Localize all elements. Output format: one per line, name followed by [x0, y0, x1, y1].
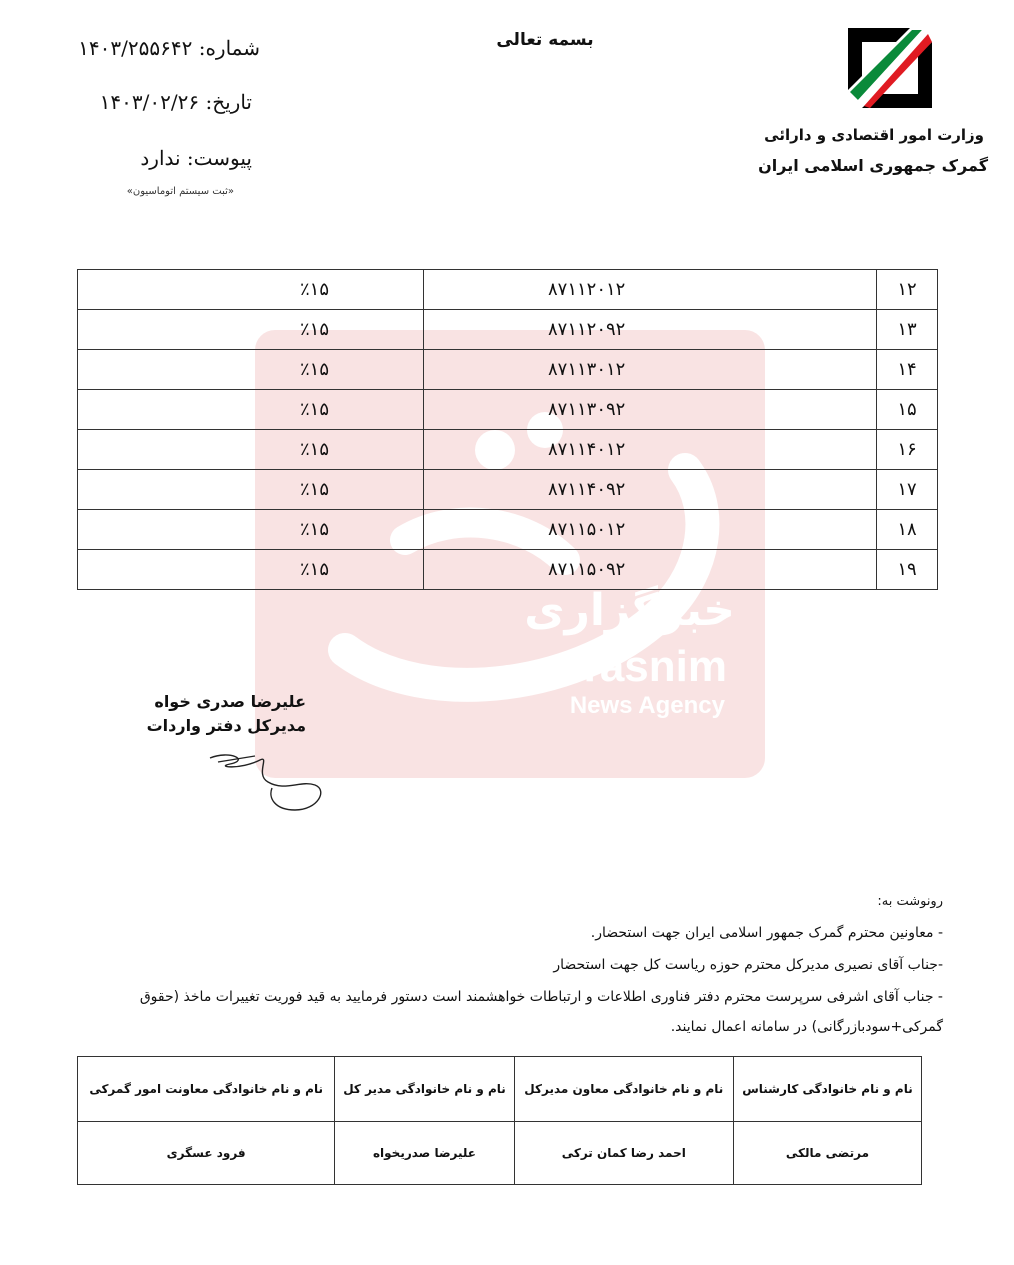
tariff-table	[77, 269, 938, 590]
row-number-cell: ۱۵	[877, 390, 938, 430]
code-cell: ۸۷۱۱۲۰۱۲	[424, 270, 877, 310]
copy-line: گمرکی+سودبازرگانی) در سامانه اعمال نمایند.	[670, 1019, 943, 1035]
signatories-table	[77, 1056, 922, 1185]
table-row	[78, 550, 938, 590]
document-title: بسمه تعالی	[496, 30, 594, 50]
row-number-cell: ۱۷	[877, 470, 938, 510]
copy-line: - معاونین محترم گمرک جمهور اسلامی ایران جهت استحضار.	[590, 925, 943, 941]
rate-cell: ٪۱۵	[78, 350, 424, 390]
row-number-cell: ۱۴	[877, 350, 938, 390]
table-row	[78, 510, 938, 550]
letter-number	[40, 36, 260, 60]
code-cell: ۸۷۱۱۴۰۹۲	[424, 470, 877, 510]
code-cell: ۸۷۱۱۲۰۹۲	[424, 310, 877, 350]
signatory-name: علیرضا صدریخواه	[335, 1122, 514, 1185]
attachment-label: پیوست:	[186, 146, 252, 170]
signatory-name: مرتضی مالکی	[733, 1122, 921, 1185]
date-label: تاریخ:	[205, 90, 252, 114]
organization-name: گمرک جمهوری اسلامی ایران	[758, 156, 988, 175]
signatory-header: نام و نام خانوادگی کارشناس	[733, 1057, 921, 1122]
watermark-fa-text: خبرگزاری	[524, 585, 735, 636]
row-number-cell: ۱۲	[877, 270, 938, 310]
code-cell: ۸۷۱۱۵۰۹۲	[424, 550, 877, 590]
letter-attachment	[100, 146, 252, 170]
code-cell: ۸۷۱۱۳۰۱۲	[424, 350, 877, 390]
rate-cell: ٪۱۵	[78, 510, 424, 550]
rate-cell: ٪۱۵	[78, 270, 424, 310]
signatory-header: نام و نام خانوادگی معاون مدیرکل	[514, 1057, 733, 1122]
rate-cell: ٪۱۵	[78, 390, 424, 430]
attachment-value: ندارد	[140, 146, 181, 170]
table-row	[78, 430, 938, 470]
code-cell: ۸۷۱۱۵۰۱۲	[424, 510, 877, 550]
signatory-header: نام و نام خانوادگی مدیر کل	[335, 1057, 514, 1122]
row-number-cell: ۱۸	[877, 510, 938, 550]
rate-cell: ٪۱۵	[78, 470, 424, 510]
copy-line: - جناب آقای اشرفی سرپرست محترم دفتر فناوری اطلاعات و ارتباطات خواهشمند است دستور فرمایید به قید فوریت تغییرات ماخذ (حقوق	[139, 989, 943, 1005]
row-number-cell: ۱۶	[877, 430, 938, 470]
signer-title: مدیرکل دفتر واردات	[146, 716, 306, 735]
rate-cell: ٪۱۵	[78, 550, 424, 590]
table-row	[78, 350, 938, 390]
date-value: ۱۴۰۳/۰۲/۲۶	[99, 90, 200, 114]
table-row	[78, 390, 938, 430]
code-cell: ۸۷۱۱۴۰۱۲	[424, 430, 877, 470]
number-value: ۱۴۰۳/۲۵۵۶۴۲	[78, 36, 193, 60]
customs-logo-icon	[840, 20, 940, 116]
rate-cell: ٪۱۵	[78, 310, 424, 350]
watermark-en-subtext: News Agency	[569, 692, 725, 719]
signatory-name: احمد رضا کمان ترکی	[514, 1122, 733, 1185]
table-row	[78, 1122, 922, 1185]
table-row	[78, 310, 938, 350]
letter-date	[40, 90, 252, 114]
ministry-name: وزارت امور اقتصادی و دارائی	[764, 126, 984, 144]
table-row	[78, 470, 938, 510]
copies-title: رونوشت به:	[877, 894, 943, 909]
code-cell: ۸۷۱۱۳۰۹۲	[424, 390, 877, 430]
copy-line: -جناب آقای نصیری مدیرکل محترم حوزه ریاست کل جهت استحضار	[553, 957, 943, 973]
row-number-cell: ۱۳	[877, 310, 938, 350]
signer-name: علیرضا صدری خواه	[154, 692, 306, 711]
table-row	[78, 1057, 922, 1122]
row-number-cell: ۱۹	[877, 550, 938, 590]
signatory-name: فرود عسگری	[78, 1122, 335, 1185]
number-label: شماره:	[198, 36, 260, 60]
signature-scribble-icon	[200, 730, 330, 815]
watermark-en-text: Tasnim	[576, 642, 727, 691]
signatory-header: نام و نام خانوادگی معاونت امور گمرکی	[78, 1057, 335, 1122]
table-row	[78, 270, 938, 310]
registration-note: «ثبت سیستم اتوماسیون»	[126, 186, 234, 197]
rate-cell: ٪۱۵	[78, 430, 424, 470]
